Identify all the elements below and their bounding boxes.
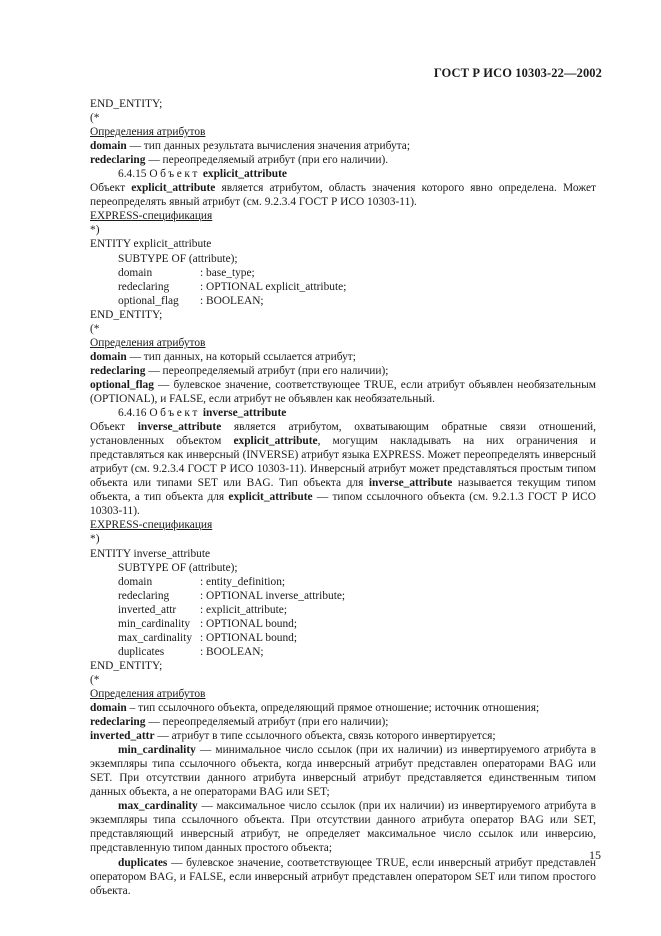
attribute-row: domain : base_type; [118,266,255,279]
code-line: ENTITY inverse_attribute [90,547,211,560]
attribute-row: redeclaring : OPTIONAL inverse_attribute; [118,589,346,602]
definition-line: domain — тип данных, на который ссылается атрибут; [90,350,356,363]
attribute-row: duplicates : BOOLEAN; [118,645,264,658]
clause-heading: 6.4.16 Объект inverse_attribute [118,407,287,420]
definition-paragraph: min_cardinality — минимальное число ссылок (при их наличии) из инвертируемого атрибута в экземпляры типа ссылочного объекта, когда инверсный атрибут представлен операторами BAG или SET. При отсутствии данного атрибута инверсный атрибут представляется единственным типом данных объекта, а не операторами BAG или SET; [90,744,596,799]
code-line: END_ENTITY; [90,308,163,321]
document-body [90,97,596,898]
document-header: ГОСТ Р ИСО 10303-22—2002 [433,66,602,80]
section-heading: Определения атрибутов [90,126,206,139]
comment-open: (* [90,112,100,125]
clause-heading: 6.4.15 Объект explicit_attribute [118,168,287,181]
section-heading: Определения атрибутов [90,336,206,349]
code-line: SUBTYPE OF (attribute); [118,561,238,574]
definition-line: redeclaring — переопределяемый атрибут (при его наличии); [90,364,389,377]
definition-line: domain — тип данных результата вычисления значения атрибута; [90,140,410,153]
page-number: 15 [589,848,601,862]
attribute-row: optional_flag : BOOLEAN; [118,294,264,307]
code-line: END_ENTITY; [90,98,163,110]
comment-open: (* [90,673,100,686]
code-line: END_ENTITY; [90,659,163,672]
comment-close: *) [90,224,100,237]
definition-line: domain – тип ссылочного объекта, определяющий прямое отношение; источник отношения; [90,702,540,715]
code-line: SUBTYPE OF (attribute); [118,252,238,265]
definition-line: inverted_attr — атрибут в типе ссылочного объекта, связь которого инвертируется; [90,730,496,743]
code-line: ENTITY explicit_attribute [90,238,212,251]
attribute-row: min_cardinality : OPTIONAL bound; [118,617,298,630]
comment-open: (* [90,322,100,335]
section-heading: EXPRESS-спецификация [90,210,213,223]
attribute-row: redeclaring : OPTIONAL explicit_attribute; [118,280,347,293]
definition-paragraph: optional_flag — булевское значение, соответствующее TRUE, если атрибут объявлен необязательным (OPTIONAL), и FALSE, если атрибут не объявлен как необязательный. [90,378,596,405]
paragraph: Объект explicit_attribute является атрибутом, область значения которого явно определена. Может переопределять явный атрибут (см. 9.2.3.4 ГОСТ Р ИСО 10303-11). [90,182,596,209]
attribute-row: inverted_attr : explicit_attribute; [118,603,287,616]
comment-close: *) [90,533,100,546]
section-heading: Определения атрибутов [90,687,206,700]
definition-line: redeclaring — переопределяемый атрибут (при его наличии). [90,154,389,167]
definition-paragraph: max_cardinality — максимальное число ссылок (при их наличии) из инвертируемого атрибута в экземпляры типа ссылочного объекта. При отсутствии данного атрибута оператор BAG или SET, представляющий инверсный атрибут, не определяет максимальное число ссылок или инверсию, представленную типом данных простого объекта; [90,800,596,855]
attribute-row: domain : entity_definition; [118,575,286,588]
definition-line: redeclaring — переопределяемый атрибут (при его наличии); [90,716,389,729]
definition-paragraph: duplicates — булевское значение, соответствующее TRUE, если инверсный атрибут представлен оператором BAG, и FALSE, если инверсный атрибут представлен оператором SET или типом простого объекта. [90,856,596,897]
paragraph: Объект inverse_attribute является атрибутом, охватывающим обратные связи отношений, установленных объектом explicit_attribute, могущим накладывать на них ограничения и представляться как инверсный (INVERSE) атрибут языка EXPRESS. Может переопределять инверсный атрибут (см. 9.2.3.4 ГОСТ Р ИСО 10303-11). Инверсный атрибут может представляться простым типом объекта или типами SET или BAG. Тип объекта для inverse_attribute называется текущим типом объекта, а тип объекта для explicit_attribute — типом ссылочного объекта (см. 9.2.1.3 ГОСТ Р ИСО 10303-11). [90,421,597,518]
attribute-row: max_cardinality : OPTIONAL bound; [118,631,298,644]
section-heading: EXPRESS-спецификация [90,519,213,532]
